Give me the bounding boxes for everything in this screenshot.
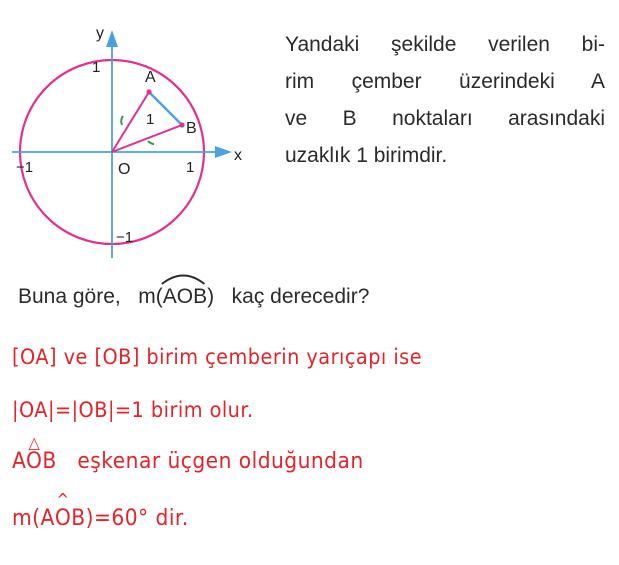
question-suffix: kaç derecedir? — [231, 285, 370, 308]
y-axis-arrow-icon — [106, 30, 118, 47]
problem-line: Yandaki şekilde verilen bi- — [285, 33, 605, 56]
arc-aob — [163, 283, 207, 309]
solution-line-4-close: B)=60° dir. — [71, 506, 189, 531]
problem-line: rim çember üzerindeki A — [285, 70, 605, 93]
solution-line-2: |OA|=|OB|=1 birim olur. — [12, 398, 254, 422]
radius-oa — [112, 92, 149, 152]
tick-y-pos-label: 1 — [92, 59, 101, 76]
x-axis-arrow-icon — [215, 146, 232, 158]
point-a-label: A — [145, 69, 156, 86]
arc-label: AOB — [162, 285, 208, 308]
point-a-dot — [146, 89, 151, 94]
solution-line-3 — [12, 433, 364, 474]
measure-close: ) — [207, 285, 215, 308]
y-axis-label: y — [96, 25, 104, 42]
problem-line: uzaklık 1 birimdir. — [285, 144, 448, 167]
point-o-label: O — [118, 161, 131, 178]
angle-mark-2 — [148, 141, 154, 144]
solution-line-3-text: eşkenar üçgen olduğundan — [77, 449, 364, 474]
angle-o — [54, 490, 72, 531]
angle-hat-icon: ^ — [56, 490, 70, 509]
point-b-label: B — [186, 120, 197, 137]
problem-statement — [285, 26, 605, 174]
solution-line-1: [OA] ve [OB] birim çemberin yarıçapı ise — [12, 345, 423, 369]
triangle-aob — [12, 433, 57, 474]
radius-ob — [112, 125, 182, 152]
solution-line-4 — [12, 490, 189, 531]
angle-mark-1 — [121, 116, 123, 125]
tick-x-neg-label: −1 — [16, 159, 34, 176]
chord-length-label: 1 — [146, 111, 155, 128]
problem-line: ve B noktaları arasındaki — [285, 107, 605, 130]
triangle-hat-icon: △ — [28, 433, 41, 452]
unit-circle-figure — [10, 20, 260, 260]
triangle-label: AOB — [12, 449, 57, 474]
tick-x-pos-label: 1 — [186, 159, 195, 176]
tick-y-neg-label: −1 — [116, 229, 134, 246]
x-axis-label: x — [234, 147, 242, 164]
arc-hat-icon — [161, 271, 205, 285]
angle-vertex: O — [54, 506, 72, 531]
point-b-dot — [179, 122, 184, 127]
question — [18, 283, 369, 309]
measure-open: m( — [138, 285, 163, 308]
solution-line-4-open: m(A — [12, 506, 55, 531]
question-prefix: Buna göre, — [18, 285, 121, 308]
